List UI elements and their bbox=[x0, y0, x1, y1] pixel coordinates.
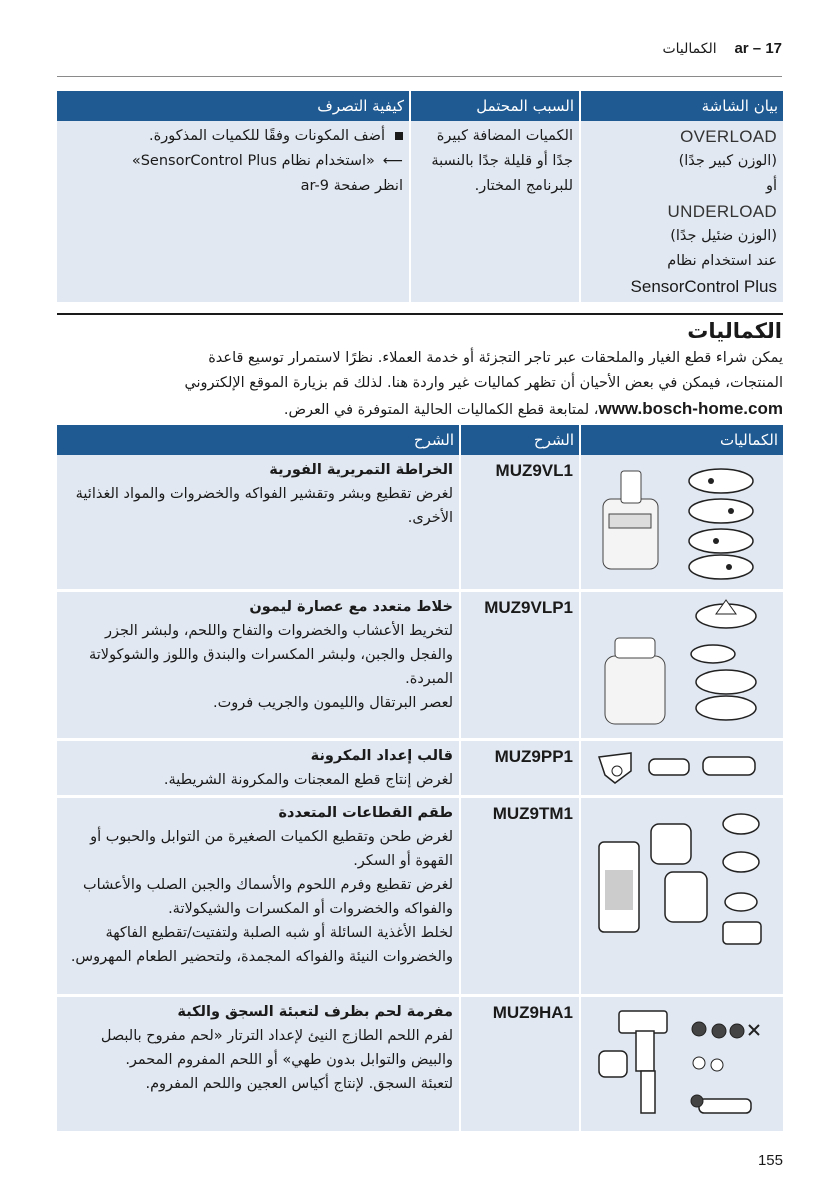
model-number: MUZ9PP1 bbox=[460, 740, 580, 797]
pasta-maker-product-icon bbox=[591, 745, 771, 791]
col-screen: بيان الشاشة bbox=[580, 91, 783, 121]
description-cell bbox=[57, 996, 460, 1133]
website-link[interactable]: www.bosch-home.com bbox=[598, 399, 783, 418]
intro-paragraph bbox=[57, 346, 783, 423]
header-divider bbox=[57, 76, 782, 77]
action-line-2 bbox=[63, 149, 403, 174]
model-number: MUZ9VL1 bbox=[460, 455, 580, 591]
section-title: الكماليات bbox=[687, 319, 782, 343]
troubleshoot-header-row bbox=[57, 91, 783, 121]
item-description: لتخريط الأعشاب والخضروات والتفاح واللحم، ولبشر الجزر والفجل والجبن، ولبشر المكسرات والبندق واللوز والشوكولاتة المبردة. bbox=[88, 623, 453, 687]
product-image-cell bbox=[580, 740, 783, 797]
item-description: لفرم اللحم الطازج النيئ لإعداد الترتار «لحم مفروح بالبصل والبيض والتوابل بدون طهي» أو اللحم المفروم المحمر. bbox=[100, 1028, 453, 1068]
accessories-table bbox=[57, 425, 783, 1134]
product-image-cell bbox=[580, 797, 783, 996]
description-cell bbox=[57, 591, 460, 740]
item-description: لغرض تقطيع وفرم اللحوم والأسماك والجبن الصلب والأعشاب والفواكه والخضروات أو المكسرات والشيكولاتة. bbox=[83, 877, 453, 917]
overload-en: OVERLOAD bbox=[680, 127, 777, 146]
sensor-control: SensorControl Plus bbox=[630, 277, 777, 296]
product-image-cell bbox=[580, 996, 783, 1133]
page-header bbox=[500, 40, 782, 62]
item-description: لتعبئة السجق. لإنتاج أكياس العجين واللحم المفروم. bbox=[145, 1076, 453, 1092]
table-row bbox=[57, 455, 783, 591]
or-text: أو bbox=[765, 178, 777, 194]
product-image-cell bbox=[580, 591, 783, 740]
item-title: طقم القطاعات المتعددة bbox=[278, 805, 453, 821]
item-description: لغرض إنتاج قطع المعجنات والمكرونة الشريطية. bbox=[163, 772, 453, 788]
item-title: قالب إعداد المكرونة bbox=[310, 748, 453, 764]
action-line-3: انظر صفحة ar-9 bbox=[300, 178, 403, 194]
intro-line-3-text: ، لمتابعة قطع الكماليات الحالية المتوفرة في العرض. bbox=[283, 402, 599, 418]
header-section: الكماليات bbox=[662, 41, 717, 57]
col-model: الشرح bbox=[460, 425, 580, 455]
square-bullet-icon bbox=[395, 132, 403, 140]
product-image-cell bbox=[580, 455, 783, 591]
intro-line-2: المنتجات، فيمكن في بعض الأحيان أن تظهر كماليات غير واردة هنا. لذلك قم بزيارة الموقع الإلكتروني bbox=[184, 375, 783, 391]
description-cell bbox=[57, 797, 460, 996]
underload-en: UNDERLOAD bbox=[667, 202, 777, 221]
item-title: مفرمة لحم بظرف لتعبئة السجق والكبة bbox=[177, 1004, 453, 1020]
col-action: كيفية التصرف bbox=[57, 91, 410, 121]
model-number: MUZ9TM1 bbox=[460, 797, 580, 996]
troubleshoot-row bbox=[57, 121, 783, 304]
model-number: MUZ9HA1 bbox=[460, 996, 580, 1133]
arrow-left-icon: ⟵ bbox=[382, 153, 403, 169]
item-title: الخراطة التمريرية الفورية bbox=[269, 462, 453, 478]
col-accessories: الكماليات bbox=[580, 425, 783, 455]
action-text-1: أضف المكونات وفقًا للكميات المذكورة. bbox=[148, 128, 385, 144]
overload-ar: (الوزن كبير جدًا) bbox=[678, 153, 777, 169]
action-text-2: «استخدام نظام SensorControl Plus» bbox=[131, 153, 375, 169]
troubleshoot-table bbox=[57, 91, 783, 305]
description-cell bbox=[57, 740, 460, 797]
multi-mixer-product-icon bbox=[591, 596, 771, 732]
table-row bbox=[57, 591, 783, 740]
section-divider bbox=[57, 313, 783, 315]
page-ref: 17 – ar bbox=[734, 40, 782, 57]
item-description: لغرض طحن وتقطيع الكميات الصغيرة من التوابل والحبوب أو القهوة أو السكر. bbox=[90, 829, 453, 869]
intro-line-3 bbox=[57, 396, 783, 423]
item-description: لغرض تقطيع وبشر وتقشير الفواكه والخضروات والمواد الغذائية الأخرى. bbox=[75, 486, 453, 526]
item-description: لعصر البرتقال والليمون والجريب فروت. bbox=[213, 695, 453, 711]
intro-line-1: يمكن شراء قطع الغيار والملحقات عبر تاجر التجزئة أو خدمة العملاء. نظرًا لاستمرار توسيع قاعدة bbox=[208, 350, 783, 366]
col-description: الشرح bbox=[57, 425, 460, 455]
slicer-product-icon bbox=[591, 459, 771, 583]
table-row bbox=[57, 797, 783, 996]
underload-ar: (الوزن ضئيل جدًا) bbox=[670, 228, 777, 244]
screen-cell bbox=[580, 121, 783, 304]
cause-cell bbox=[410, 121, 580, 304]
cause-text: الكميات المضافة كبيرة جدًا أو قليلة جدًا بالنسبة للبرنامج المختار. bbox=[431, 128, 573, 194]
model-number: MUZ9VLP1 bbox=[460, 591, 580, 740]
item-description: لخلط الأغذية السائلة أو شبه الصلبة ولتفتيت/تقطيع الفاكهة والخضروات النيئة والفواكه المجمدة، ولتحضير الطعام المهروس. bbox=[70, 925, 453, 965]
action-line-1 bbox=[63, 124, 403, 149]
meat-grinder-product-icon bbox=[591, 1001, 771, 1127]
accessories-header-row bbox=[57, 425, 783, 455]
page-number: 155 bbox=[757, 1152, 783, 1169]
table-row bbox=[57, 996, 783, 1133]
col-cause: السبب المحتمل bbox=[410, 91, 580, 121]
table-row bbox=[57, 740, 783, 797]
multi-cutter-product-icon bbox=[591, 802, 771, 982]
item-title: خلاط متعدد مع عصارة ليمون bbox=[249, 599, 453, 615]
when-using: عند استخدام نظام bbox=[667, 253, 777, 269]
action-cell bbox=[57, 121, 410, 304]
description-cell bbox=[57, 455, 460, 591]
